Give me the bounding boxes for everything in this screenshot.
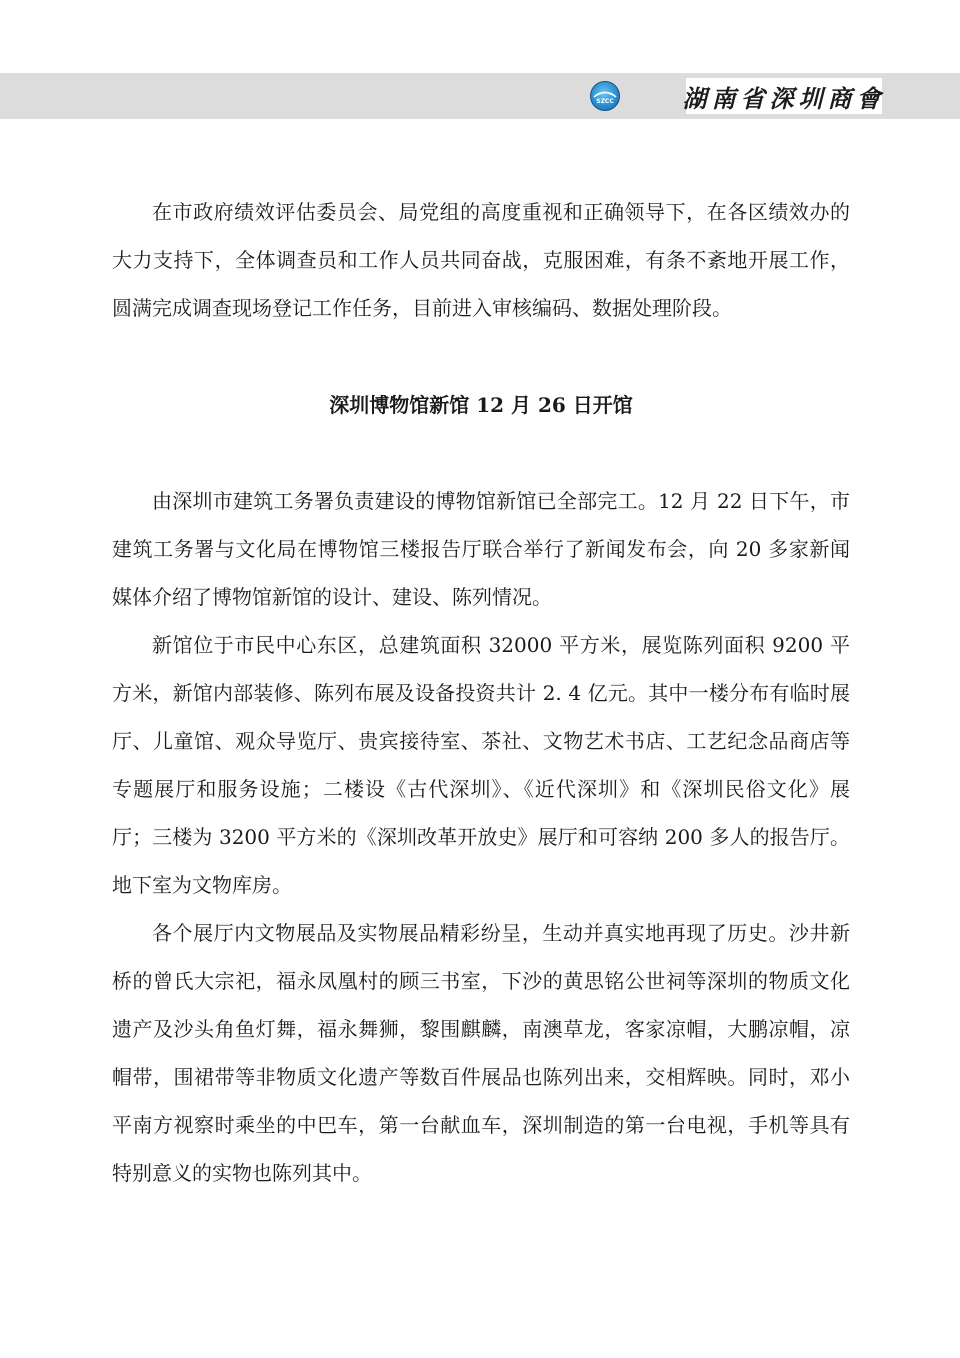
paragraph-exhibits: 各个展厅内文物展品及实物展品精彩纷呈，生动并真实地再现了历史。沙井新桥的曾氏大宗祀，福永凤凰村的顾三书室，下沙的黄思铭公世祠等深圳的物质文化遗产及沙头角鱼灯舞，福永舞狮，黎围麒麟，南澳草龙，客家凉帽，大鹏凉帽，凉帽带，围裙带等非物质文化遗产等数百件展品也陈列出来，交相辉映。同时，邓小平南方视察时乘坐的中巴车，第一台献血车，深圳制造的第一台电视，手机等具有特别意义的实物也陈列其中。 (112, 921, 850, 1185)
header-title-box (682, 78, 886, 114)
szcc-logo-icon (590, 81, 620, 111)
article-heading: 深圳博物馆新馆 12 月 26 日开馆 (329, 393, 633, 417)
logo-text: SZCC (596, 98, 614, 105)
intro-paragraph: 在市政府绩效评估委员会、局党组的高度重视和正确领导下，在各区绩效办的大力支持下，全体调查员和工作人员共同奋战，克服困难，有条不紊地开展工作，圆满完成调查现场登记工作任务，目前进入审核编码、数据处理阶段。 (112, 200, 850, 320)
szcc-logo-graphic (591, 82, 619, 110)
spacer (112, 332, 850, 381)
spacer (112, 429, 850, 477)
chamber-title: 湖南省深圳商會 (682, 83, 886, 113)
paragraph-press-conference: 由深圳市建筑工务署负责建设的博物馆新馆已全部完工。12 月 22 日下午，市建筑工务署与文化局在博物馆三楼报告厅联合举行了新闻发布会，向 20 多家新闻媒体介绍了博物馆新馆的设计、建设、陈列情况。 (112, 489, 850, 609)
paragraph-building-layout: 新馆位于市民中心东区，总建筑面积 32000 平方米，展览陈列面积 9200 平方米，新馆内部装修、陈列布展及设备投资共计 2. 4 亿元。其中一楼分布有临时展厅、儿童馆、观众导览厅、贵宾接待室、茶社、文物艺术书店、工艺纪念品商店等专题展厅和服务设施；二楼设《古代深圳》、《近代深圳》和《深圳民俗文化》展厅；三楼为 3200 平方米的《深圳改革开放史》展厅和可容纳 200 多人的报告厅。地下室为文物库房。 (112, 633, 850, 897)
article-body (112, 188, 850, 1197)
